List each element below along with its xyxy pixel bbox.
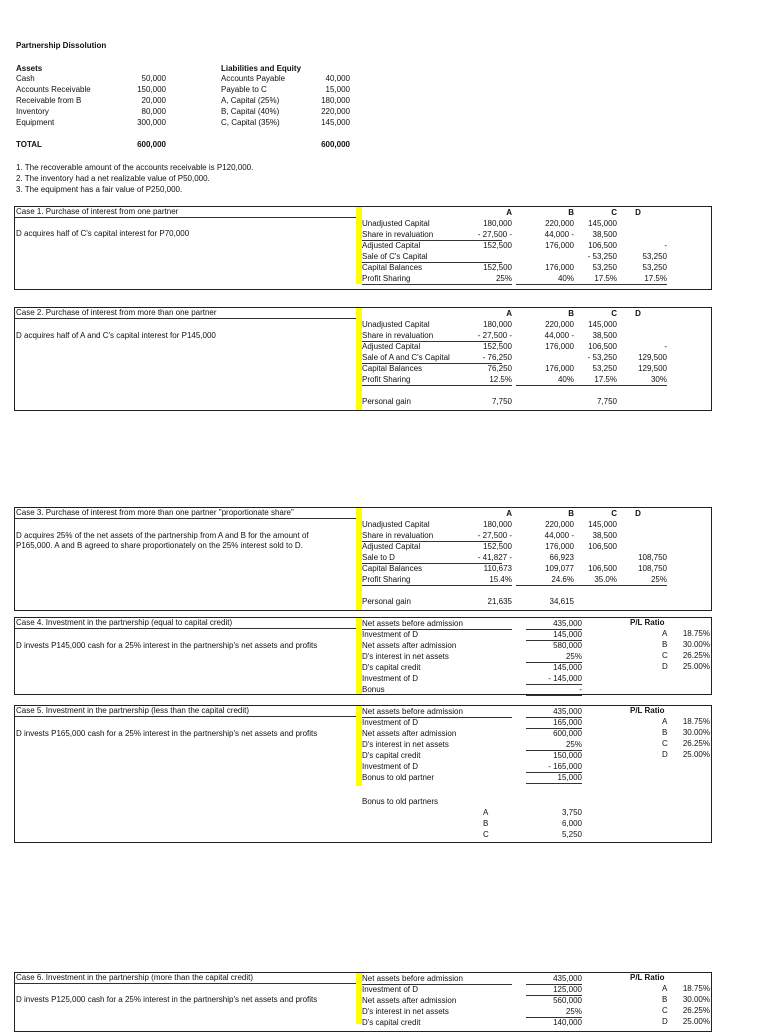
cell-value: - 41,827 - [477,553,512,562]
cell-value: 106,500 [588,241,617,250]
cell-value: 53,250 [642,263,667,272]
column-header: A [506,208,512,217]
pl-value: 30.00% [682,728,710,737]
cell-value: 40% [516,273,574,285]
asset-label: Receivable from B [16,96,82,105]
cell-value: 129,500 [638,353,667,362]
row-value: 145,000 [526,629,582,641]
row-value: 560,000 [553,996,582,1005]
cell-value: 30% [609,374,667,386]
row-label: Adjusted Capital [362,342,421,351]
cell-value: 108,750 [638,564,667,573]
row-value: 125,000 [526,984,582,996]
cell-value: 180,000 [483,520,512,529]
row-value: 145,000 [553,663,582,672]
title-rule [14,217,356,218]
case4-title: Case 4. Investment in the partnership (equal to capital credit) [16,618,233,627]
bonus-value: 5,250 [561,830,582,839]
row-value: - [526,684,582,696]
cell-value: 53,250 [642,252,667,261]
pl-letter: C [662,1006,668,1015]
personal-gain-value: 21,635 [487,597,512,606]
pl-value: 26.25% [682,739,710,748]
column-header: B [568,208,574,217]
cell-value: 176,000 [545,241,574,250]
case1-title: Case 1. Purchase of interest from one partner [16,207,179,216]
title-rule [14,983,356,984]
case5-desc: D invests P165,000 cash for a 25% interest in the partnership's net assets and profits [16,729,318,738]
column-header: A [506,509,512,518]
liability-label: A, Capital (25%) [221,96,280,105]
cell-value: - [664,342,667,351]
cell-value: 76,250 [487,364,512,373]
cell-value: 53,250 [592,263,617,272]
title-rule [14,518,356,519]
pl-value: 30.00% [682,640,710,649]
row-label: Capital Balances [362,564,423,573]
asset-label: Accounts Receivable [16,85,91,94]
bonus-letter: A [483,808,489,817]
pl-letter: A [662,629,668,638]
pl-ratio-heading: P/L Ratio [630,706,665,715]
assets-total: 600,000 [137,140,166,149]
title-rule [14,628,356,629]
row-value: 580,000 [553,641,582,650]
case3-desc-line1: D acquires 25% of the net assets of the partnership from A and B for the amount of [16,531,309,540]
column-header: D [635,208,641,217]
pl-letter: D [662,750,668,759]
note: 2. The inventory had a net realizable value of P50,000. [16,174,210,183]
row-value: 25% [526,739,582,751]
cell-value: 53,250 [592,364,617,373]
row-label: Unadjusted Capital [362,520,430,529]
asset-value: 150,000 [137,85,166,94]
cell-value: 17.5% [559,374,617,386]
cell-value: 180,000 [483,219,512,228]
row-label: Investment of D [362,674,419,683]
case5-title: Case 5. Investment in the partnership (less than the capital credit) [16,706,250,715]
asset-label: Cash [16,74,35,83]
pl-letter: B [662,995,668,1004]
cell-value: 38,500 [592,531,617,540]
case3-desc-line2: P165,000. A and B agreed to share proportionately on the 25% interest sold to D. [16,541,303,550]
bonus-heading: Bonus to old partners [362,797,439,806]
row-label: Bonus [362,685,385,694]
cell-value [609,519,667,530]
liability-value: 180,000 [321,96,350,105]
total-label: TOTAL [16,140,42,149]
case6-title: Case 6. Investment in the partnership (more than the capital credit) [16,973,254,982]
cell-value: 145,000 [588,219,617,228]
liability-value: 15,000 [325,85,350,94]
bonus-value: 6,000 [561,819,582,828]
pl-value: 25.00% [682,662,710,671]
row-value: - 165,000 [526,761,582,773]
cell-value: 152,500 [483,263,512,272]
case2-desc: D acquires half of A and C's capital interest for P145,000 [16,331,216,340]
cell-value: 25% [609,574,667,586]
cell-value: 129,500 [638,364,667,373]
personal-gain-value: 7,750 [596,397,617,406]
liability-label: Accounts Payable [221,74,286,83]
cell-value: 108,750 [638,553,667,562]
liabilities-heading: Liabilities and Equity [221,64,302,73]
column-header: C [611,309,617,318]
case3-title: Case 3. Purchase of interest from more than one partner "proportionate share" [16,508,294,517]
row-label: Capital Balances [362,263,423,272]
cell-value: - 53,250 [587,353,617,362]
pl-value: 30.00% [682,995,710,1004]
pl-ratio-heading: P/L Ratio [630,618,665,627]
cell-value: 220,000 [545,320,574,329]
column-header: B [568,309,574,318]
cell-value: 109,077 [545,564,574,573]
row-label: Investment of D [362,718,419,727]
asset-value: 80,000 [141,107,166,116]
row-label: Sale of C's Capital [362,251,502,263]
pl-letter: A [662,984,668,993]
personal-gain-label: Personal gain [362,397,411,406]
cell-value: 44,000 - [544,230,574,239]
pl-letter: B [662,640,668,649]
cell-value: 40% [516,374,574,386]
personal-gain-label: Personal gain [362,597,411,606]
row-label: Sale of A and C's Capital [362,352,502,364]
pl-letter: B [662,728,668,737]
cell-value: - 27,500 - [477,531,512,540]
cell-value [609,218,667,229]
cell-value: - [664,241,667,250]
cell-value: 17.5% [609,273,667,285]
row-label: Unadjusted Capital [362,219,430,228]
cell-value: 145,000 [588,520,617,529]
asset-value: 50,000 [141,74,166,83]
personal-gain-value: 34,615 [549,597,574,606]
cell-value: 44,000 - [544,331,574,340]
bonus-letter: C [483,830,489,839]
cell-value: 15.4% [454,574,512,586]
row-label: Capital Balances [362,364,423,373]
row-value: 435,000 [526,973,582,985]
row-label: D's capital credit [362,751,421,760]
pl-ratio-heading: P/L Ratio [630,973,665,982]
pl-value: 18.75% [682,984,710,993]
liability-value: 40,000 [325,74,350,83]
row-value: 140,000 [553,1018,582,1027]
pl-letter: C [662,651,668,660]
bonus-letter: B [483,819,489,828]
row-label: Investment of D [362,630,419,639]
cell-value: 176,000 [545,542,574,551]
case2-title: Case 2. Purchase of interest from more than one partner [16,308,217,317]
row-value: 25% [526,651,582,663]
cell-value: 176,000 [545,364,574,373]
row-value: 435,000 [526,618,582,630]
cell-value: - 53,250 [587,252,617,261]
asset-label: Equipment [16,118,55,127]
row-label: Profit Sharing [362,374,502,386]
cell-value: 12.5% [454,374,512,386]
personal-gain-value: 7,750 [491,397,512,406]
cell-value: - 76,250 [482,353,512,362]
row-label: Share in revaluation [362,530,502,542]
note: 1. The recoverable amount of the accounts receivable is P120,000. [16,163,254,172]
case6-desc: D invests P125,000 cash for a 25% interest in the partnership's net assets and profits [16,995,318,1004]
cell-value: 220,000 [545,219,574,228]
bonus-value: 3,750 [561,808,582,817]
cell-value [609,319,667,330]
row-label: D's interest in net assets [362,1007,449,1016]
cell-value: 66,923 [549,553,574,562]
cell-value: 38,500 [592,331,617,340]
title-rule [14,716,356,717]
row-label: Net assets after admission [362,729,457,738]
pl-value: 18.75% [682,629,710,638]
cell-value: 24.6% [516,574,574,586]
row-label: D's capital credit [362,663,421,672]
row-label: Share in revaluation [362,330,502,342]
cell-value: - 27,500 - [477,230,512,239]
row-value: 25% [526,1006,582,1018]
cell-value: 110,673 [483,564,512,573]
column-header: B [568,509,574,518]
cell-value: 152,500 [483,542,512,551]
assets-heading: Assets [16,64,43,73]
row-label: Unadjusted Capital [362,320,430,329]
row-label: Investment of D [362,762,419,771]
row-value: - 145,000 [526,673,582,685]
cell-value [609,229,667,240]
row-label: Profit Sharing [362,273,502,285]
liability-value: 145,000 [321,118,350,127]
cell-value [609,541,667,552]
row-label: D's interest in net assets [362,652,449,661]
column-header: D [635,309,641,318]
asset-label: Inventory [16,107,49,116]
cell-value: 106,500 [588,564,617,573]
row-label: D's interest in net assets [362,740,449,749]
row-label: Profit Sharing [362,574,502,586]
column-header: C [611,509,617,518]
personal-gain-value [609,596,667,607]
pl-value: 26.25% [682,651,710,660]
row-label: Adjusted Capital [362,241,421,250]
cell-value: 35.0% [559,574,617,586]
note: 3. The equipment has a fair value of P250,000. [16,185,183,194]
cell-value: 176,000 [545,342,574,351]
cell-value: 180,000 [483,320,512,329]
row-label: Net assets before admission [362,618,512,630]
page-title: Partnership Dissolution [16,41,107,50]
cell-value: 106,500 [588,542,617,551]
row-label: Bonus to old partner [362,773,435,782]
row-value: 435,000 [526,706,582,718]
pl-value: 25.00% [682,750,710,759]
case1-desc: D acquires half of C's capital interest for P70,000 [16,229,190,238]
cell-value [454,251,512,262]
pl-value: 25.00% [682,1017,710,1026]
pl-value: 26.25% [682,1006,710,1015]
row-label: Adjusted Capital [362,542,421,551]
case4-desc: D invests P145,000 cash for a 25% interest in the partnership's net assets and profits [16,641,318,650]
cell-value: 152,500 [483,241,512,250]
column-header: A [506,309,512,318]
asset-value: 300,000 [137,118,166,127]
cell-value: 17.5% [559,273,617,285]
liability-label: B, Capital (40%) [221,107,280,116]
personal-gain-value [609,396,667,407]
cell-value: 38,500 [592,230,617,239]
column-header: C [611,208,617,217]
row-value: 600,000 [553,729,582,738]
liabilities-total: 600,000 [321,140,350,149]
cell-value [609,530,667,541]
row-value: 150,000 [553,751,582,760]
row-label: D's capital credit [362,1018,421,1027]
cell-value: 106,500 [588,342,617,351]
liability-value: 220,000 [321,107,350,116]
cell-value: 176,000 [545,263,574,272]
row-label: Net assets after admission [362,996,457,1005]
cell-value [609,330,667,341]
pl-letter: C [662,739,668,748]
liability-label: Payable to C [221,85,267,94]
row-value: 165,000 [526,717,582,729]
row-label: Net assets before admission [362,706,512,718]
row-label: Net assets before admission [362,973,512,985]
liability-label: C, Capital (35%) [221,118,280,127]
row-label: Investment of D [362,985,419,994]
cell-value: 152,500 [483,342,512,351]
pl-value: 18.75% [682,717,710,726]
cell-value: - 27,500 - [477,331,512,340]
pl-letter: D [662,662,668,671]
cell-value: 44,000 - [544,531,574,540]
row-value: 15,000 [526,772,582,784]
pl-letter: A [662,717,668,726]
cell-value: 220,000 [545,520,574,529]
cell-value: 145,000 [588,320,617,329]
row-label: Net assets after admission [362,641,457,650]
row-label: Sale to D [362,552,502,564]
title-rule [14,318,356,319]
row-label: Share in revaluation [362,229,502,241]
cell-value: 25% [454,273,512,285]
asset-value: 20,000 [141,96,166,105]
pl-letter: D [662,1017,668,1026]
column-header: D [635,509,641,518]
